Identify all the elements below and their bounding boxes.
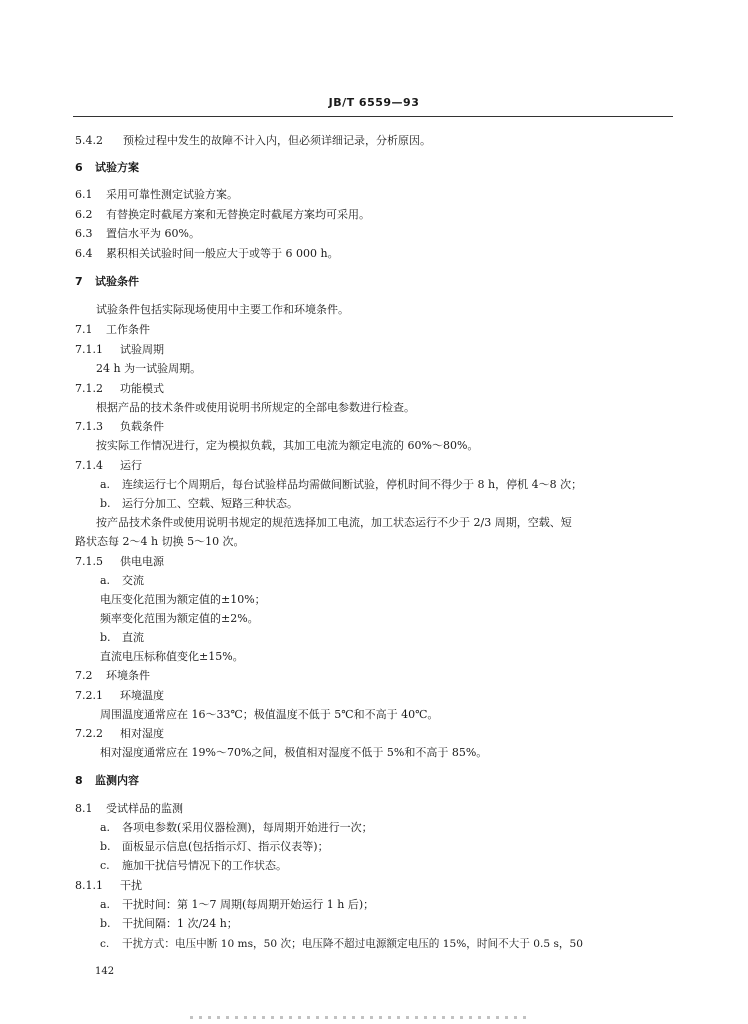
clause-5-4-2: 5.4.2 预检过程中发生的故障不计入内，但必须详细记录，分析原因。 (75, 134, 431, 147)
clause-7-1-4-b: b. 运行分加工、空载、短路三种状态。 (100, 497, 298, 510)
clause-7-1-4-para1: 按产品技术条件或使用说明书规定的规范选择加工电流，加工状态运行不少于 2/3 周期，空载、短 (96, 516, 572, 529)
page-number: 142 (95, 966, 115, 977)
clause-6-2: 6.2 有替换定时截尾方案和无替换定时截尾方案均可采用。 (75, 208, 370, 221)
clause-7-1-2: 7.1.2 功能模式 (75, 382, 164, 395)
clause-8-1-b: b. 面板显示信息(包括指示灯、指示仪表等)； (100, 840, 329, 853)
clause-7-1-5-a-voltage: 电压变化范围为额定值的±10%； (100, 593, 266, 606)
clause-7-1-5-b-body: 直流电压标称值变化±15%。 (100, 650, 244, 663)
clause-7-1-5-b: b. 直流 (100, 631, 144, 644)
clause-7-1-3: 7.1.3 负载条件 (75, 420, 164, 433)
clause-8-1-1: 8.1.1 干扰 (75, 879, 142, 892)
clause-8-1-1-c: c. 干扰方式：电压中断 10 ms，50 次；电压降不超过电源额定电压的 15%，时间不大于 0.5 s，50 (100, 938, 583, 950)
clause-8-1: 8.1 受试样品的监测 (75, 802, 183, 815)
clause-7-2: 7.2 环境条件 (75, 669, 150, 682)
clause-7-1-2-body: 根据产品的技术条件或使用说明书所规定的全部电参数进行检查。 (96, 401, 415, 414)
clause-7-1-5-a: a. 交流 (100, 574, 144, 587)
clause-7-2-1-body: 周围温度通常应在 16～33℃；极值温度不低于 5℃和不高于 40℃。 (100, 708, 439, 721)
clause-7-2-2-body: 相对湿度通常应在 19%～70%之间，极值相对湿度不低于 5%和不高于 85%。 (100, 746, 488, 759)
section-6-heading: 6 试验方案 (75, 161, 139, 174)
clause-8-1-a: a. 各项电参数(采用仪器检测)，每周期开始进行一次； (100, 821, 373, 834)
clause-7-1-4: 7.1.4 运行 (75, 459, 142, 472)
header-rule (73, 116, 673, 117)
clause-6-1: 6.1 采用可靠性测定试验方案。 (75, 188, 238, 201)
clause-7-intro: 试验条件包括实际现场使用中主要工作和环境条件。 (96, 303, 349, 316)
clause-7-1-1: 7.1.1 试验周期 (75, 343, 164, 356)
standard-header: JB/T 6559—93 (328, 96, 420, 109)
clause-7-2-2: 7.2.2 相对湿度 (75, 727, 164, 740)
clause-7-1-5: 7.1.5 供电电源 (75, 555, 164, 568)
clause-7-1-4-a: a. 连续运行七个周期后，每台试验样品均需做间断试验，停机时间不得少于 8 h，停机 4～8 次； (100, 478, 583, 491)
clause-8-1-1-b: b. 干扰间隔：1 次/24 h； (100, 917, 238, 930)
clause-7-1-4-para2: 路状态每 2～4 h 切换 5～10 次。 (75, 535, 245, 548)
clause-8-1-c: c. 施加干扰信号情况下的工作状态。 (100, 859, 287, 872)
clause-7-1-3-body: 按实际工作情况进行，定为模拟负载，其加工电流为额定电流的 60%～80%。 (96, 439, 479, 452)
scan-artifact (190, 1016, 530, 1019)
clause-6-3: 6.3 置信水平为 60%。 (75, 227, 200, 240)
clause-7-1-1-body: 24 h 为一试验周期。 (96, 362, 202, 375)
clause-7-1-5-a-frequency: 频率变化范围为额定值的±2%。 (100, 612, 259, 625)
clause-8-1-1-a: a. 干扰时间：第 1～7 周期(每周期开始运行 1 h 后)； (100, 898, 375, 911)
clause-6-4: 6.4 累积相关试验时间一般应大于或等于 6 000 h。 (75, 247, 339, 260)
clause-7-1: 7.1 工作条件 (75, 323, 150, 336)
section-7-heading: 7 试验条件 (75, 275, 139, 288)
section-8-heading: 8 监测内容 (75, 774, 139, 787)
clause-7-2-1: 7.2.1 环境温度 (75, 689, 164, 702)
